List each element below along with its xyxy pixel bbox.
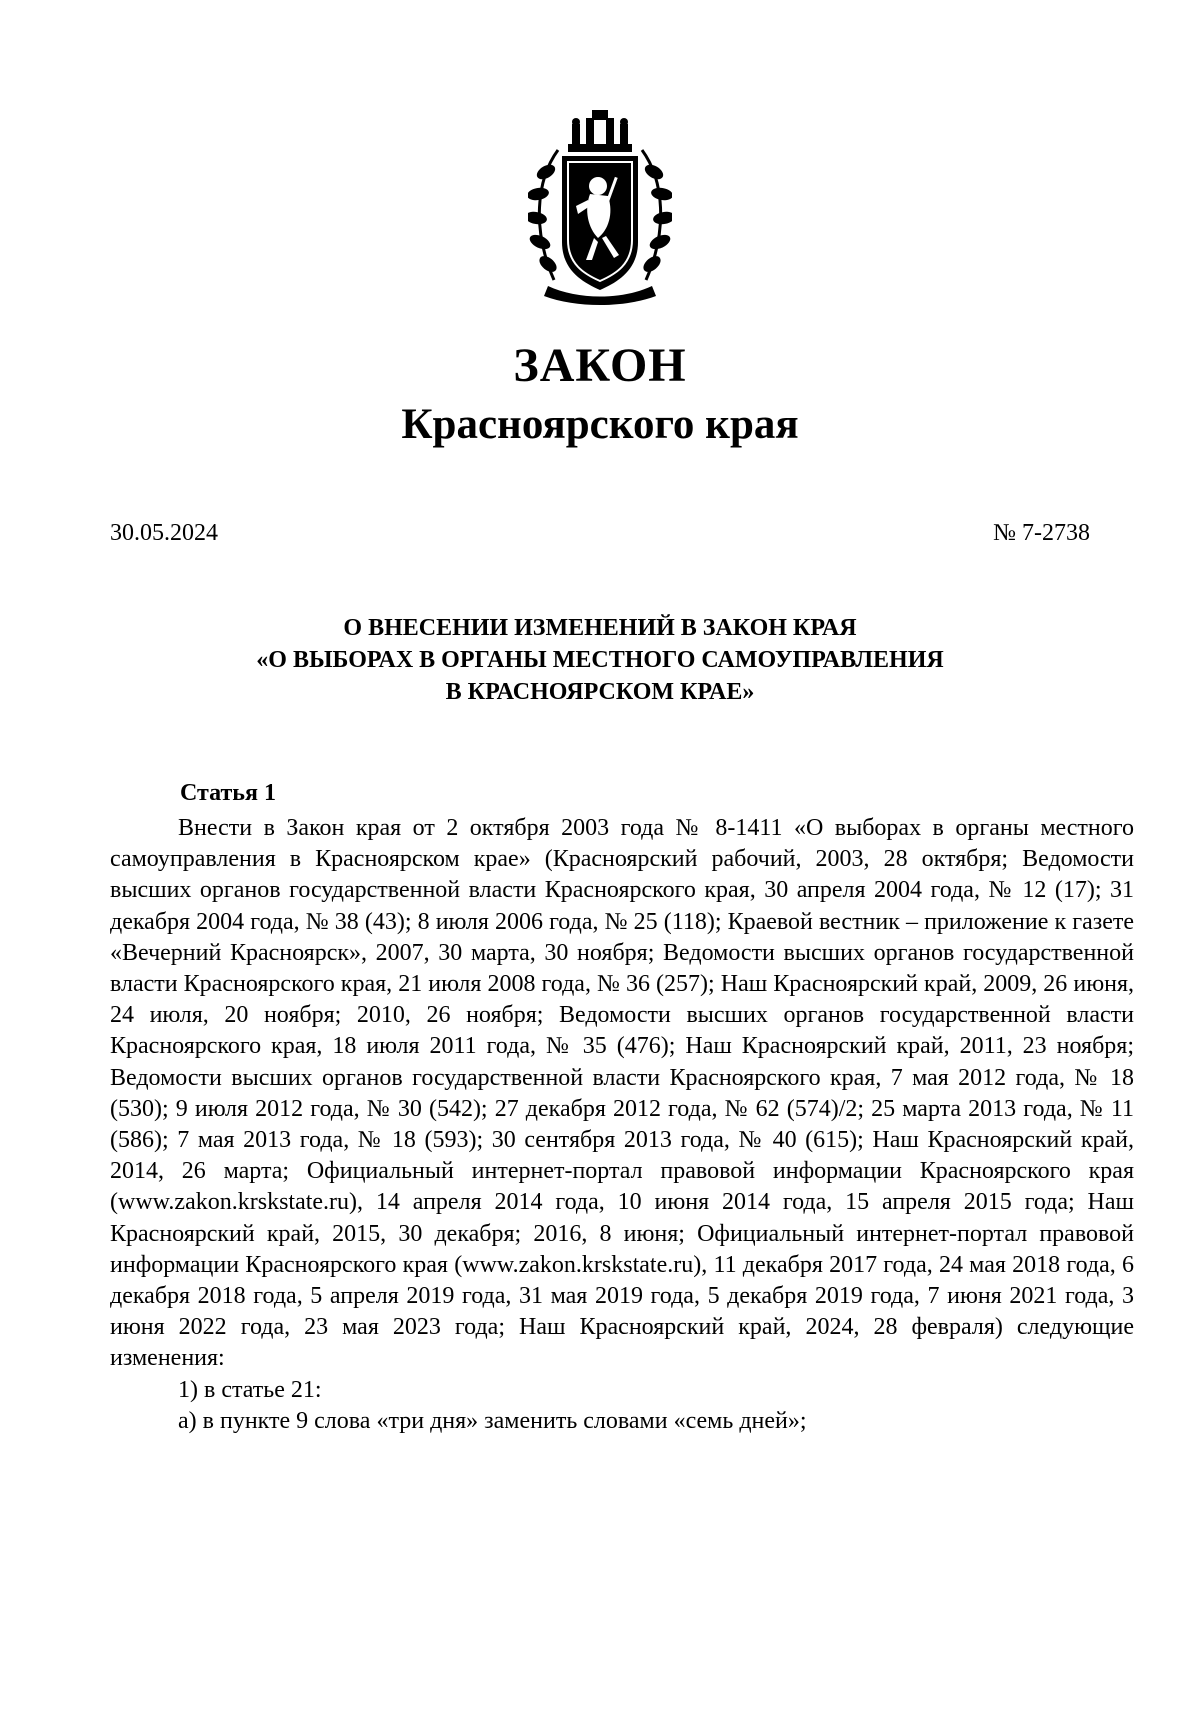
heading-line: О ВНЕСЕНИИ ИЗМЕНЕНИЙ В ЗАКОН КРАЯ (343, 615, 857, 641)
heading-line: В КРАСНОЯРСКОМ КРАЕ» (445, 679, 755, 705)
heading-line: «О ВЫБОРАХ В ОРГАНЫ МЕСТНОГО САМОУПРАВЛЕНИЯ (256, 647, 944, 673)
document-date: 30.05.2024 (110, 520, 218, 546)
list-item: 1) в статье 21: (178, 1376, 322, 1403)
document-subtitle: Красноярского края (401, 401, 799, 448)
coat-of-arms-icon (528, 110, 672, 308)
article-title: Статья 1 (180, 780, 276, 806)
list-item: а) в пункте 9 слова «три дня» заменить словами «семь дней»; (178, 1407, 807, 1434)
article-body (110, 813, 1134, 1437)
article-paragraph: Внести в Закон края от 2 октября 2003 года № 8-1411 «О выборах в органы местного самоуправления в Красноярском крае» (Красноярский рабочий, 2003, 28 октября; Ведомости высших органов государственной власти Красноярского края, 30 апреля 2004 года, № 12 (17); 31 декабря 2004 года, № 38 (43); 8 июля 2006 года, № 25 (118); Краевой вестник – приложение к газете «Вечерний Красноярск», 2007, 30 марта, 30 ноября; Ведомости высших органов государственной власти Красноярского края, 21 июля 2008 года, № 36 (257); Наш Красноярский край, 2009, 26 июня, 24 июля, 20 ноября; 2010, 26 ноября; Ведомости высших органов государственной власти Красноярского края, 18 июля 2011 года, № 35 (476); Наш Красноярский край, 2011, 23 ноября; Ведомости высших органов государственной власти Красноярского края, 7 мая 2012 года, № 18 (530); 9 июля 2012 года, № 30 (542); 27 декабря 2012 года, № 62 (574)/2; 25 марта 2013 года, № 11 (586); 7 мая 2013 года, № 18 (593); 30 сентября 2013 года, № 40 (615); Наш Красноярский край, 2014, 26 марта; Официальный интернет-портал правовой информации Красноярского края (www.zakon.krskstate.ru), 14 апреля 2014 года, 10 июня 2014 года, 15 апреля 2015 года; Наш Красноярский край, 2015, 30 декабря; 2016, 8 июня; Официальный интернет-портал правовой информации Красноярского края (www.zakon.krskstate.ru), 11 декабря 2017 года, 24 мая 2018 года, 6 декабря 2018 года, 5 апреля 2019 года, 31 мая 2019 года, 5 декабря 2019 года, 7 июня 2021 года, 3 июня 2022 года, 23 мая 2023 года; Наш Красноярский край, 2024, 28 февраля) следующие изменения: (110, 815, 1134, 1372)
law-heading (0, 612, 1200, 708)
document-number: № 7-2738 (993, 520, 1090, 546)
document-title: ЗАКОН (513, 339, 687, 392)
